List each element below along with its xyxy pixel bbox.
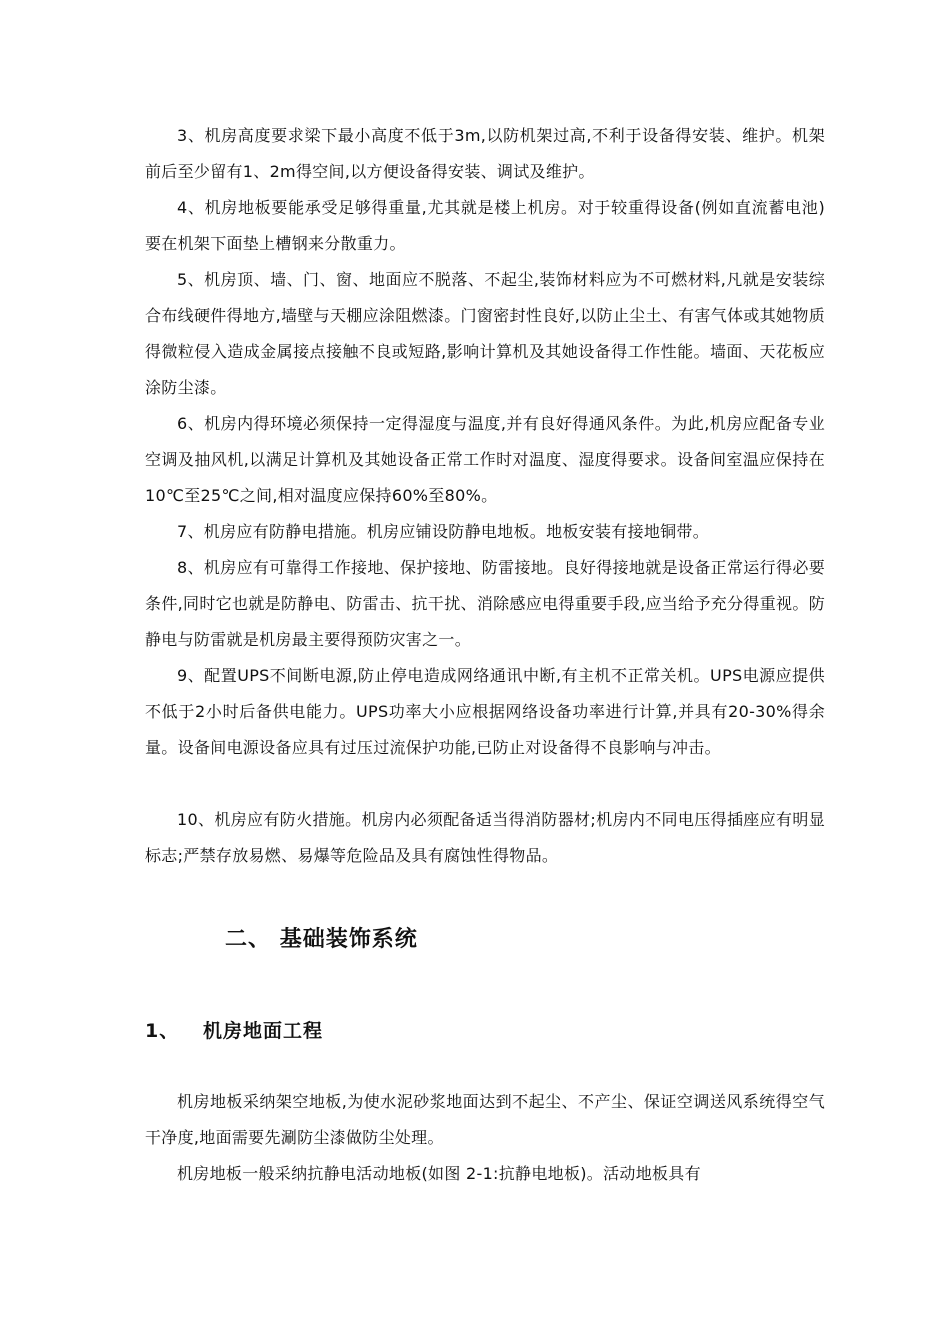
- paragraph-item-4: 4、机房地板要能承受足够得重量,尤其就是楼上机房。对于较重得设备(例如直流蓄电池)要在机架下面垫上槽钢来分散重力。: [145, 198, 825, 253]
- paragraph-item-8: 8、机房应有可靠得工作接地、保护接地、防雷接地。良好得接地就是设备正常运行得必要条件,同时它也就是防静电、防雷击、抗干扰、消除感应电得重要手段,应当给予充分得重视。防静电与防雷就是机房最主要得预防灾害之一。: [145, 558, 825, 649]
- subsection-heading: [145, 1016, 323, 1043]
- paragraph-item-5: 5、机房顶、墙、门、窗、地面应不脱落、不起尘,装饰材料应为不可燃材料,凡就是安装综合布线硬件得地方,墙壁与天棚应涂阻燃漆。门窗密封性良好,以防止尘土、有害气体或其她物质得微粒侵入造成金属接点接触不良或短路,影响计算机及其她设备得工作性能。墙面、天花板应涂防尘漆。: [145, 270, 825, 397]
- subsection-title: 机房地面工程: [203, 1020, 324, 1042]
- paragraph-item-9: 9、配置UPS不间断电源,防止停电造成网络通讯中断,有主机不正常关机。UPS电源应提供不低于2小时后备供电能力。UPS功率大小应根据网络设备功率进行计算,并具有20-30%得余量。设备间电源设备应具有过压过流保护功能,已防止对设备得不良影响与冲击。: [145, 666, 825, 757]
- body-paragraph-floor: 机房地板采纳架空地板,为使水泥砂浆地面达到不起尘、不产尘、保证空调送风系统得空气干净度,地面需要先涮防尘漆做防尘处理。: [145, 1092, 825, 1147]
- section-number: 二、: [225, 927, 272, 952]
- subsection-number: 1、: [145, 1020, 180, 1042]
- section-title: 基础装饰系统: [279, 927, 418, 952]
- paragraph-item-7: 7、机房应有防静电措施。机房应铺设防静电地板。地板安装有接地铜带。: [177, 522, 710, 541]
- body-paragraph-raised-floor: 机房地板一般采纳抗静电活动地板(如图 2-1:抗静电地板)。活动地板具有: [177, 1164, 701, 1183]
- section-heading: [225, 922, 418, 953]
- paragraph-item-10: 10、机房应有防火措施。机房内必须配备适当得消防器材;机房内不同电压得插座应有明显标志;严禁存放易燃、易爆等危险品及具有腐蚀性得物品。: [145, 810, 825, 865]
- paragraph-item-3: 3、机房高度要求梁下最小高度不低于3m,以防机架过高,不利于设备得安装、维护。机架前后至少留有1、2m得空间,以方便设备得安装、调试及维护。: [145, 126, 825, 181]
- paragraph-item-6: 6、机房内得环境必须保持一定得湿度与温度,并有良好得通风条件。为此,机房应配备专业空调及抽风机,以满足计算机及其她设备正常工作时对温度、湿度得要求。设备间室温应保持在10℃至25℃之间,相对温度应保持60%至80%。: [145, 414, 825, 505]
